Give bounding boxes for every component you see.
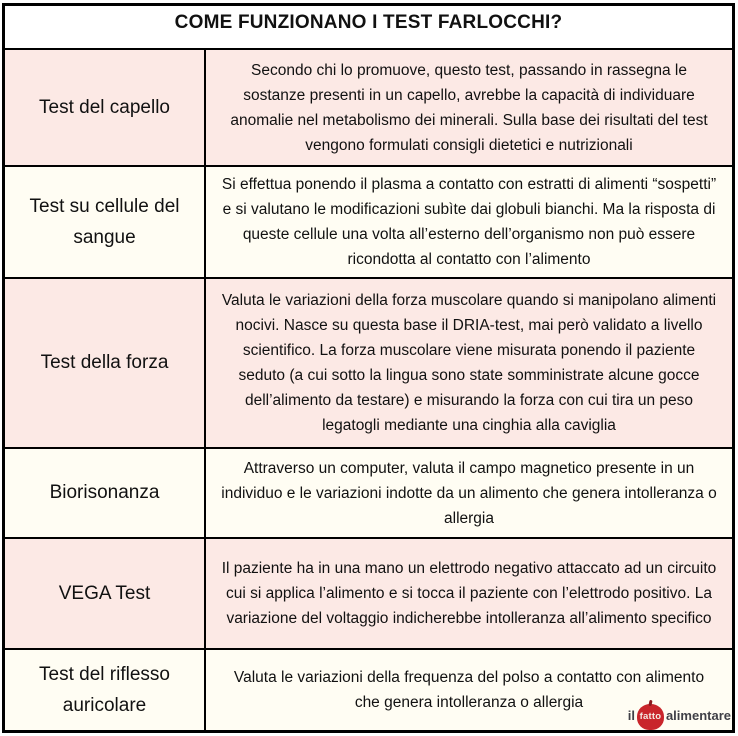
- logo-word-fatto: fatto: [639, 711, 662, 723]
- test-name: Test della forza: [40, 352, 169, 374]
- test-name-cell: [5, 650, 206, 730]
- test-name: Biorisonanza: [49, 482, 160, 504]
- table-row-test-del-capello: [5, 50, 732, 167]
- table-row-vega-test: [5, 539, 732, 650]
- test-description-cell: [206, 539, 732, 648]
- table-row-test-cellule-sangue: [5, 167, 732, 279]
- test-description: Valuta le variazioni della forza muscolare quando si manipolano alimenti nocivi. Nasce su questa base il DRIA-test, mai però validato a livello scientifico. La forza muscolare viene misurata ponendo il paziente seduto (a cui sotto la lingua sono state somministrate alcune gocce dell’alimento da testare) e misurando la forza con cui tira un peso legatogli mediante una cinghia alla caviglia: [221, 292, 717, 434]
- logo-word-il: il: [627, 708, 635, 723]
- test-description: Attraverso un computer, valuta il campo magnetico presente in un individuo e le variazioni indotte da un alimento che genera intolleranza o allergia: [221, 459, 717, 527]
- table-title: COME FUNZIONANO I TEST FARLOCCHI?: [174, 12, 563, 33]
- table-header: [5, 6, 732, 50]
- test-description: Valuta le variazioni della frequenza del polso a contatto con alimento che genera intolleranza o allergia: [233, 669, 705, 711]
- fake-tests-table: [2, 3, 735, 733]
- test-description: Il paziente ha in una mano un elettrodo negativo attaccato ad un circuito cui si applica l’alimento e si tocca il paziente con l’elettrodo positivo. La variazione del voltaggio indicherebbe intolleranza all’alimento specifico: [221, 560, 717, 627]
- test-name-cell: [5, 539, 206, 648]
- apple-stem-icon: [648, 700, 652, 706]
- il-fatto-alimentare-logo: [628, 701, 731, 730]
- logo-word-alimentare: alimentare: [665, 708, 731, 723]
- test-description-cell: [206, 50, 732, 165]
- test-name-cell: [5, 167, 206, 277]
- test-description-cell: [206, 279, 732, 447]
- test-name: Test del capello: [39, 96, 170, 118]
- table-row-test-della-forza: [5, 279, 732, 449]
- test-name-cell: [5, 449, 206, 537]
- test-name-cell: [5, 279, 206, 447]
- apple-icon: [637, 704, 664, 730]
- test-description: Secondo chi lo promuove, questo test, passando in rassegna le sostanze presenti in un capello, avrebbe la capacità di individuare anomalie nel metabolismo dei minerali. Sulla base dei risultati del test vengono formulati consigli dietetici e nutrizionali: [230, 61, 708, 154]
- table-row-test-riflesso-auricolare: [5, 650, 732, 730]
- test-name-cell: [5, 50, 206, 165]
- table-row-biorisonanza: [5, 449, 732, 539]
- test-description: Si effettua ponendo il plasma a contatto con estratti di alimenti “sospetti” e si valutano le modificazioni subìte dai globuli bianchi. Ma la risposta di queste cellule una volta all’esterno dell’organismo non può essere ricondotta al contatto con l’alimento: [221, 176, 717, 268]
- test-name: VEGA Test: [58, 582, 151, 604]
- test-description-cell: [206, 449, 732, 537]
- test-description-cell: [206, 167, 732, 277]
- test-name: Test del riflesso auricolare: [39, 663, 170, 716]
- test-name: Test su cellule del sangue: [29, 195, 180, 248]
